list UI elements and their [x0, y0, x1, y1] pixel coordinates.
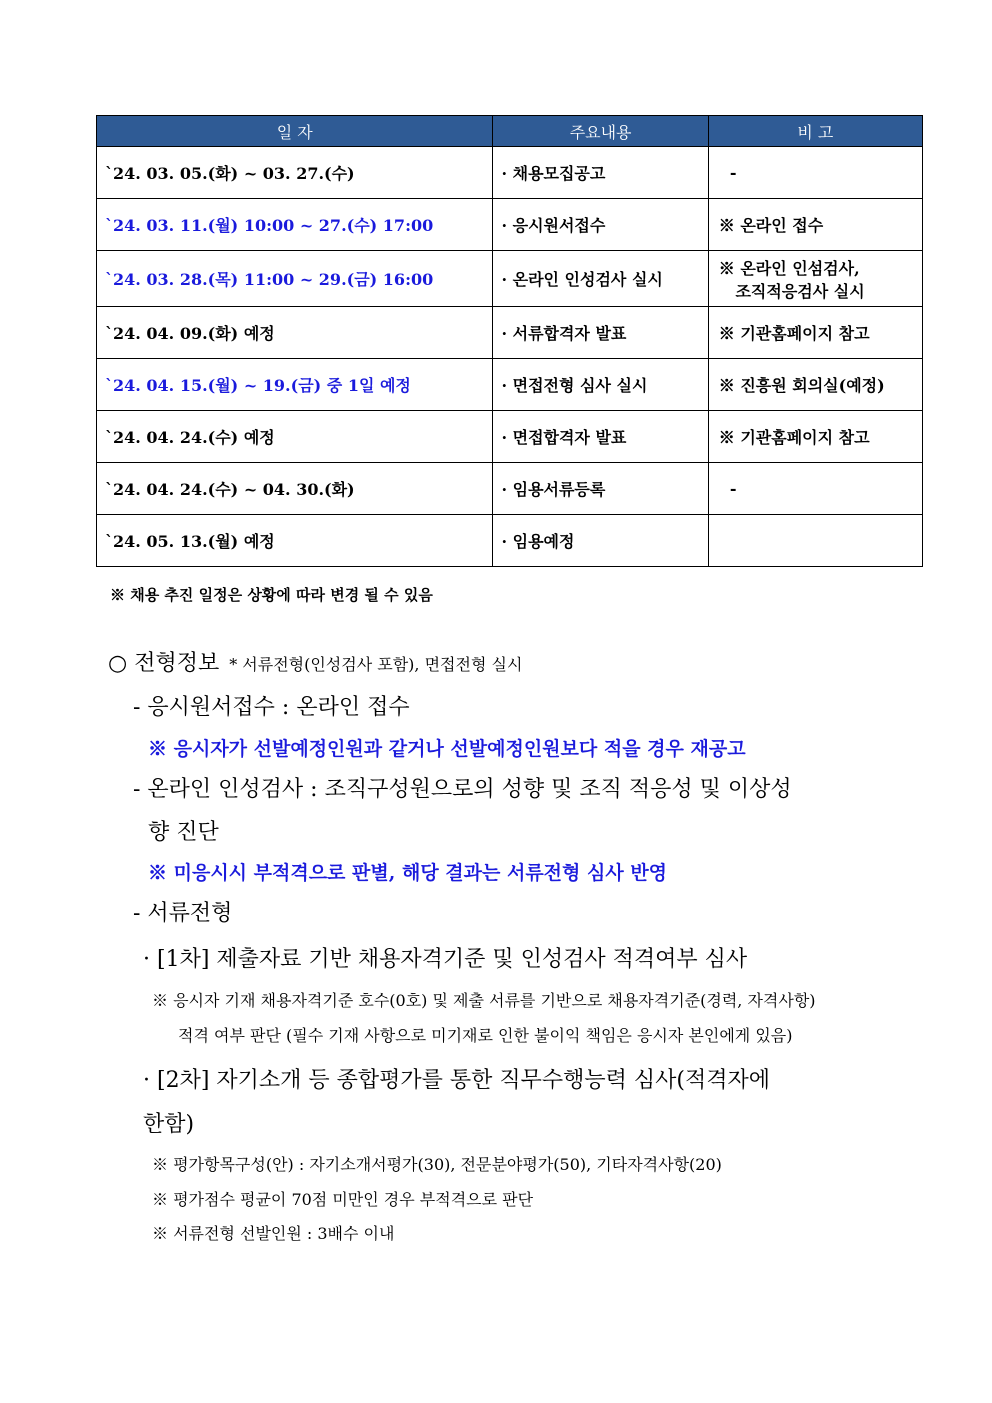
step1-note-2: 적격 여부 판단 (필수 기재 사항으로 미기재로 인한 불이익 책임은 응시자 본인에게 있음)	[178, 1026, 793, 1045]
table-row	[97, 411, 923, 463]
cell-note: ※ 기관홈페이지 참고	[708, 307, 922, 359]
cell-date: `24. 03. 28.(목) 11:00 ~ 29.(금) 16:00	[97, 251, 493, 307]
cell-note: ※ 기관홈페이지 참고	[708, 411, 922, 463]
table-row	[97, 199, 923, 251]
step2-text-cont: 한함)	[143, 1112, 195, 1137]
cell-note: -	[708, 147, 922, 199]
step1-text: · [1차] 제출자료 기반 채용자격기준 및 인성검사 적격여부 심사	[143, 947, 748, 972]
cell-date: `24. 03. 11.(월) 10:00 ~ 27.(수) 17:00	[97, 199, 493, 251]
table-row	[97, 251, 923, 307]
cell-date: `24. 04. 24.(수) 예정	[97, 411, 493, 463]
cell-note: -	[708, 463, 922, 515]
table-row	[97, 147, 923, 199]
cell-content: · 서류합격자 발표	[493, 307, 708, 359]
document-screening-heading: - 서류전형	[133, 901, 233, 926]
cell-date: `24. 04. 09.(화) 예정	[97, 307, 493, 359]
apply-heading: - 응시원서접수 : 온라인 접수	[133, 695, 410, 720]
cell-note: ※ 온라인 접수	[708, 199, 922, 251]
table-row	[97, 359, 923, 411]
cell-content: · 온라인 인성검사 실시	[493, 251, 708, 307]
schedule-change-note: ※ 채용 추진 일정은 상황에 따라 변경 될 수 있음	[110, 586, 433, 604]
header-content: 주요내용	[493, 116, 708, 147]
step2-note-2: ※ 평가점수 평균이 70점 미만인 경우 부적격으로 판단	[152, 1190, 534, 1209]
section-subtitle: * 서류전형(인성검사 포함), 면접전형 실시	[229, 655, 523, 674]
header-note: 비 고	[708, 116, 922, 147]
cell-note: ※ 진흥원 회의실(예정)	[708, 359, 922, 411]
personality-heading: - 온라인 인성검사 : 조직구성원으로의 성향 및 조직 적응성 및 이상성	[133, 777, 792, 802]
table-row	[97, 307, 923, 359]
cell-note: ※ 온라인 인섬검사, 조직적응검사 실시	[708, 251, 922, 307]
step2-note-1: ※ 평가항목구성(안) : 자기소개서평가(30), 전문분야평가(50), 기타자격사항(20)	[152, 1155, 722, 1174]
cell-date: `24. 03. 05.(화) ~ 03. 27.(수)	[97, 147, 493, 199]
cell-note	[708, 515, 922, 567]
header-date: 일 자	[97, 116, 493, 147]
cell-date: `24. 04. 15.(월) ~ 19.(금) 중 1일 예정	[97, 359, 493, 411]
cell-content: · 응시원서접수	[493, 199, 708, 251]
section-title	[108, 646, 522, 677]
cell-content: · 임용예정	[493, 515, 708, 567]
step2-text: · [2차] 자기소개 등 종합평가를 통한 직무수행능력 심사(적격자에	[143, 1068, 770, 1093]
cell-content: · 면접전형 심사 실시	[493, 359, 708, 411]
table-row	[97, 515, 923, 567]
cell-content: · 채용모집공고	[493, 147, 708, 199]
schedule-table	[96, 115, 923, 567]
cell-date: `24. 04. 24.(수) ~ 04. 30.(화)	[97, 463, 493, 515]
section-title-text: ○ 전형정보	[108, 651, 220, 676]
table-header-row	[97, 116, 923, 147]
cell-content: · 면접합격자 발표	[493, 411, 708, 463]
step1-note-1: ※ 응시자 기재 채용자격기준 호수(0호) 및 제출 서류를 기반으로 채용자격기준(경력, 자격사항)	[152, 991, 816, 1010]
cell-content: · 임용서류등록	[493, 463, 708, 515]
step2-note-3: ※ 서류전형 선발인원 : 3배수 이내	[152, 1224, 395, 1243]
cell-date: `24. 05. 13.(월) 예정	[97, 515, 493, 567]
personality-heading-cont: 향 진단	[148, 820, 219, 845]
personality-note: ※ 미응시시 부적격으로 판별, 해당 결과는 서류전형 심사 반영	[148, 862, 668, 884]
apply-note: ※ 응시자가 선발예정인원과 같거나 선발예정인원보다 적을 경우 재공고	[148, 738, 746, 760]
table-row	[97, 463, 923, 515]
